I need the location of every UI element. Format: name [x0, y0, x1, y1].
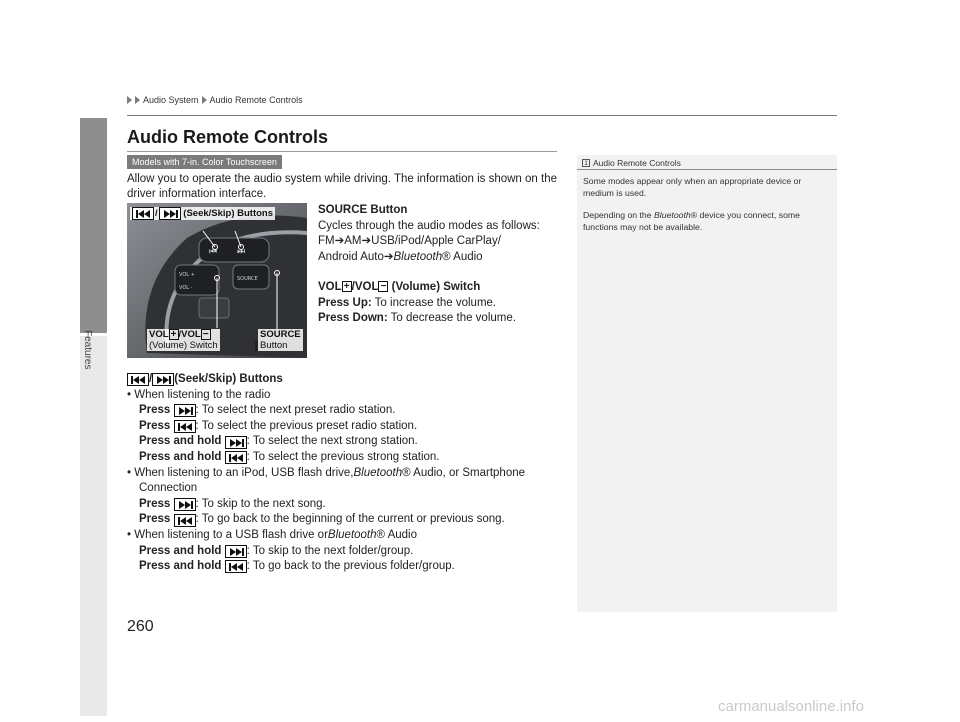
- page-number: 260: [127, 618, 154, 635]
- skip-forward-icon: [225, 436, 247, 449]
- source-text: SOURCE: [237, 276, 258, 282]
- arrow-icon: ➔: [334, 235, 345, 247]
- breadcrumb: [127, 95, 303, 105]
- steering-wheel-figure: [127, 203, 307, 358]
- breadcrumb-arrow-icon: [135, 96, 140, 104]
- skip-back-icon: [225, 560, 247, 573]
- source-section: [318, 203, 558, 327]
- list-item: Press : To go back to the beginning of the current or previous song.: [139, 513, 505, 526]
- section-strip: [80, 336, 107, 716]
- list-item: Press : To skip to the next song.: [139, 497, 326, 510]
- skip-forward-icon: [225, 545, 247, 558]
- skip-back-icon: [174, 420, 196, 433]
- skip-forward-icon: [152, 373, 174, 386]
- list-item: Press : To select the previous preset radio station.: [139, 419, 418, 432]
- source-modes-line: Android Auto➔Bluetooth® Audio: [318, 250, 483, 263]
- source-button-callout: [258, 329, 303, 351]
- note-title: Audio Remote Controls: [593, 158, 681, 168]
- skip-forward-icon: [174, 498, 196, 511]
- header-rule: [127, 115, 837, 116]
- bullet-item: • When listening to a USB flash drive or Bluetooth ® Audio: [127, 528, 417, 541]
- title-rule: [127, 151, 557, 152]
- source-line: Cycles through the audio modes as follows:: [318, 219, 540, 232]
- list-item: Press and hold : To select the previous strong station.: [139, 450, 440, 463]
- model-badge: Models with 7-in. Color Touchscreen: [127, 155, 282, 169]
- note-number: 1: [582, 159, 590, 167]
- list-item: Press and hold : To select the next strong station.: [139, 435, 418, 448]
- seek-callout-label: (Seek/Skip) Buttons: [183, 208, 274, 220]
- note-rule: [577, 169, 837, 170]
- list-item: Press and hold : To go back to the previous folder/group.: [139, 560, 455, 573]
- page-title: Audio Remote Controls: [127, 127, 328, 147]
- watermark: carmanualsonline.info: [718, 698, 864, 715]
- section-tab: [80, 118, 107, 333]
- plus-icon: +: [169, 329, 179, 340]
- skip-forward-icon: [159, 207, 181, 220]
- intro-text: Allow you to operate the audio system while driving. The information is shown on the driver information interface.: [127, 173, 557, 200]
- volume-switch-label: (Volume) Switch: [149, 340, 218, 352]
- press-up-line: Press Up: To increase the volume.: [318, 296, 497, 309]
- breadcrumb-arrow-icon: [202, 96, 207, 104]
- list-item: Press and hold : To skip to the next folder/group.: [139, 544, 414, 557]
- button-callout-label: Button: [260, 340, 288, 351]
- vol-minus-text: VOL -: [179, 285, 193, 291]
- note-panel: [577, 155, 837, 612]
- volume-heading: VOL + /VOL − (Volume) Switch: [318, 281, 481, 293]
- vol-text: VOL: [149, 329, 169, 341]
- note-heading: [582, 158, 681, 168]
- skip-forward-icon: [174, 404, 196, 417]
- arrow-icon: ➔: [361, 235, 372, 247]
- skip-back-icon: [132, 207, 154, 220]
- source-heading: SOURCE Button: [318, 204, 408, 216]
- bullet-continuation: Connection: [139, 482, 198, 495]
- source-modes-line: FM➔AM➔USB/iPod/Apple CarPlay/: [318, 235, 501, 247]
- seek-buttons-callout: [130, 207, 275, 220]
- skip-back-icon: [225, 451, 247, 464]
- note-paragraph: Some modes appear only when an appropriate device or medium is used.: [583, 176, 802, 198]
- skip-back-icon: [174, 514, 196, 527]
- breadcrumb-item[interactable]: Audio Remote Controls: [209, 95, 303, 105]
- breadcrumb-arrow-icon: [127, 96, 132, 104]
- note-body: [583, 175, 823, 243]
- svg-text:⏮: ⏮: [209, 247, 218, 257]
- section-label: Features: [82, 330, 93, 370]
- seek-section: [127, 372, 567, 575]
- press-down-line: Press Down: To decrease the volume.: [318, 312, 516, 324]
- vol-text: /VOL: [178, 329, 201, 341]
- bullet-item: • When listening to the radio: [127, 388, 271, 401]
- skip-back-icon: [127, 373, 149, 386]
- plus-icon: +: [342, 281, 352, 292]
- svg-text:⏭: ⏭: [237, 247, 246, 257]
- vol-plus-text: VOL +: [179, 272, 195, 278]
- breadcrumb-item[interactable]: Audio System: [143, 95, 199, 105]
- note-paragraph: Depending on the Bluetooth® device you connect, some functions may not be available.: [583, 210, 800, 232]
- seek-heading: / (Seek/Skip) Buttons: [127, 372, 567, 388]
- arrow-icon: ➔: [383, 250, 394, 263]
- volume-switch-callout: [147, 329, 220, 351]
- list-item: Press : To select the next preset radio station.: [139, 404, 396, 417]
- bullet-item: • When listening to an iPod, USB flash drive, Bluetooth ® Audio, or Smartphone: [127, 466, 526, 479]
- seek-buttons-icon: /: [132, 207, 181, 220]
- minus-icon: −: [378, 281, 388, 292]
- source-callout-label: SOURCE: [260, 329, 301, 340]
- minus-icon: −: [201, 329, 211, 340]
